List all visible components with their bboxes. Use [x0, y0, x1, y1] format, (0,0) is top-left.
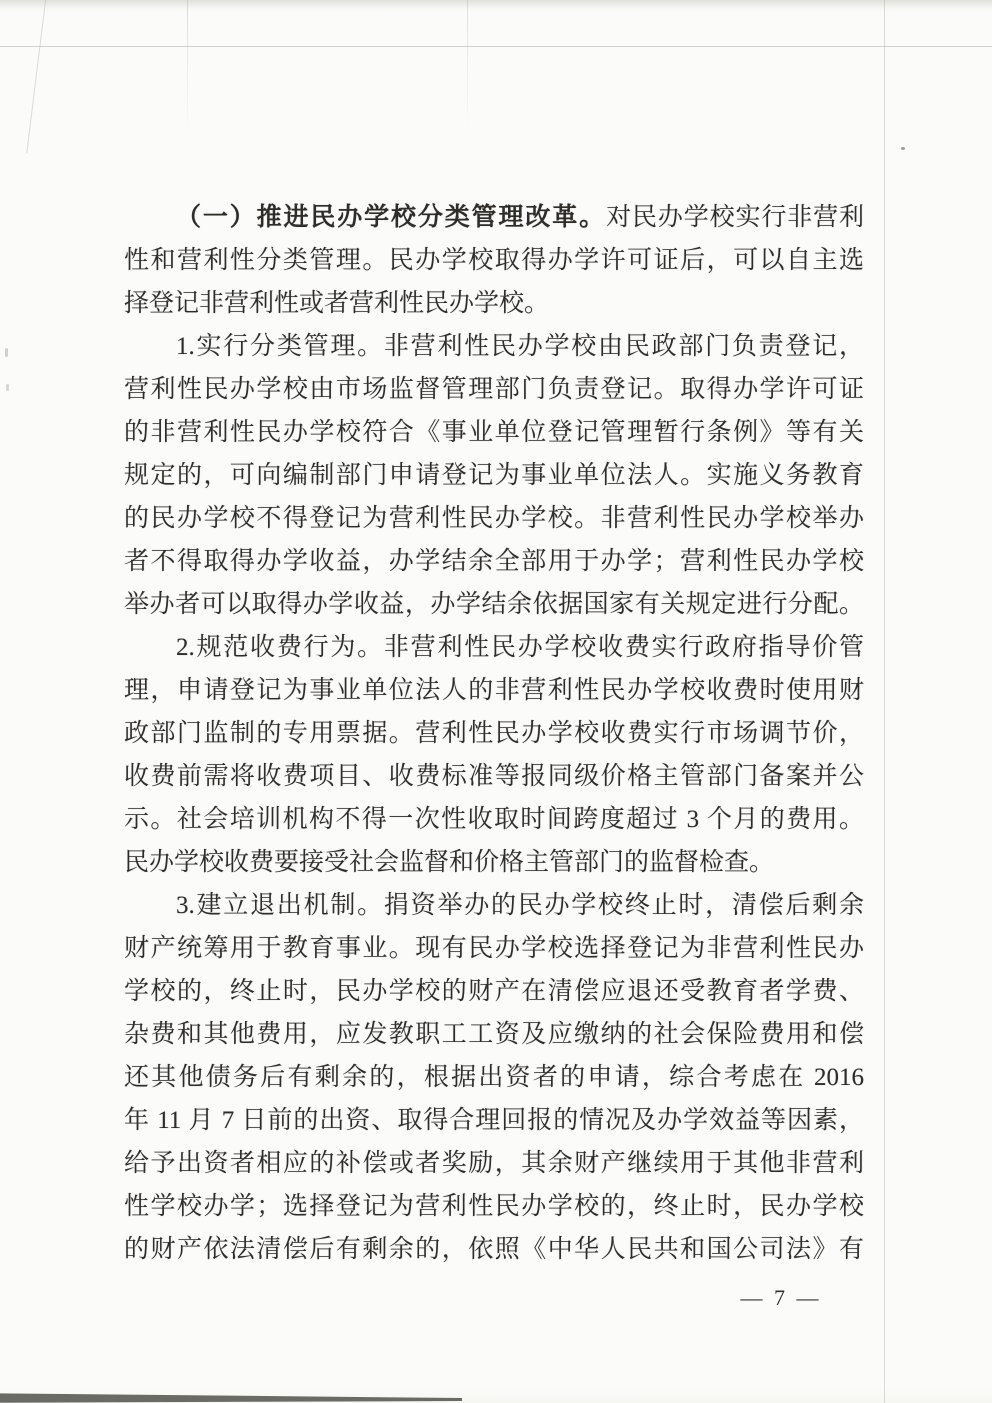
text-line: 举办者可以取得办学收益，办学结余依据国家有关规定进行分配。: [124, 591, 864, 618]
scan-left-crease: [26, 0, 46, 153]
scan-bottom-edge-shadow: [0, 1392, 462, 1403]
text-line: 民办学校收费要接受社会监督和价格主管部门的监督检查。: [124, 849, 775, 876]
text-line: 的财产依法清偿后有剩余的，依照《中华人民共和国公司法》有: [124, 1236, 864, 1263]
text-line: 规定的，可向编制部门申请登记为事业单位法人。实施义务教育: [124, 462, 864, 489]
text-line: 性学校办学；选择登记为营利性民办学校的，终止时，民办学校: [124, 1193, 864, 1220]
document-body: [124, 196, 864, 1271]
scan-vertical-fold-line: [884, 0, 885, 1403]
scan-speck: [6, 384, 9, 391]
text-line: 1.实行分类管理。非营利性民办学校由民政部门负责登记，: [176, 333, 864, 360]
text-line: 学校的，终止时，民办学校的财产在清偿应退还受教育者学费、: [124, 978, 864, 1005]
heading-text: （一）推进民办学校分类管理改革。: [176, 204, 607, 231]
scan-vertical-fold-mark-2: [467, 0, 468, 130]
text-line: 还其他债务后有剩余的，根据出资者的申请，综合考虑在 2016: [124, 1064, 864, 1091]
text-line: 理，申请登记为事业单位法人的非营利性民办学校收费时使用财: [124, 677, 864, 704]
text-line: 年 11 月 7 日前的出资、取得合理回报的情况及办学效益等因素，: [124, 1107, 864, 1134]
text-line: 财产统筹用于教育事业。现有民办学校选择登记为非营利性民办: [124, 935, 864, 962]
text-line: 的民办学校不得登记为营利性民办学校。非营利性民办学校举办: [124, 505, 864, 532]
text-line: 示。社会培训机构不得一次性收取时间跨度超过 3 个月的费用。: [124, 806, 864, 833]
text-line: 的非营利性民办学校符合《事业单位登记管理暂行条例》等有关: [124, 419, 864, 446]
text-line: 政部门监制的专用票据。营利性民办学校收费实行市场调节价，: [124, 720, 864, 747]
scan-speck: [5, 348, 8, 357]
scan-vertical-fold-mark-1: [187, 0, 188, 130]
scan-top-edge-shadow: [0, 0, 992, 9]
text-line: 者不得取得办学收益，办学结余全部用于办学；营利性民办学校: [124, 548, 864, 575]
page-number: — 7 —: [740, 1285, 822, 1310]
text-line: 营利性民办学校由市场监督管理部门负责登记。取得办学许可证: [124, 376, 864, 403]
text-line: 2.规范收费行为。非营利性民办学校收费实行政府指导价管: [176, 634, 864, 661]
text-line: （一）推进民办学校分类管理改革。对民办学校实行非营利: [176, 204, 864, 231]
text-line: 杂费和其他费用，应发教职工工资及应缴纳的社会保险费用和偿: [124, 1021, 864, 1048]
scan-speck: [901, 147, 905, 150]
text-line: 给予出资者相应的补偿或者奖励，其余财产继续用于其他非营利: [124, 1150, 864, 1177]
text-line: 收费前需将收费项目、收费标准等报同级价格主管部门备案并公: [124, 763, 864, 790]
text-line: 性和营利性分类管理。民办学校取得办学许可证后，可以自主选: [124, 247, 864, 274]
scan-horizontal-crease: [0, 46, 992, 47]
text-line: 择登记非营利性或者营利性民办学校。: [124, 290, 550, 317]
text-line: 3.建立退出机制。捐资举办的民办学校终止时，清偿后剩余: [176, 892, 864, 919]
